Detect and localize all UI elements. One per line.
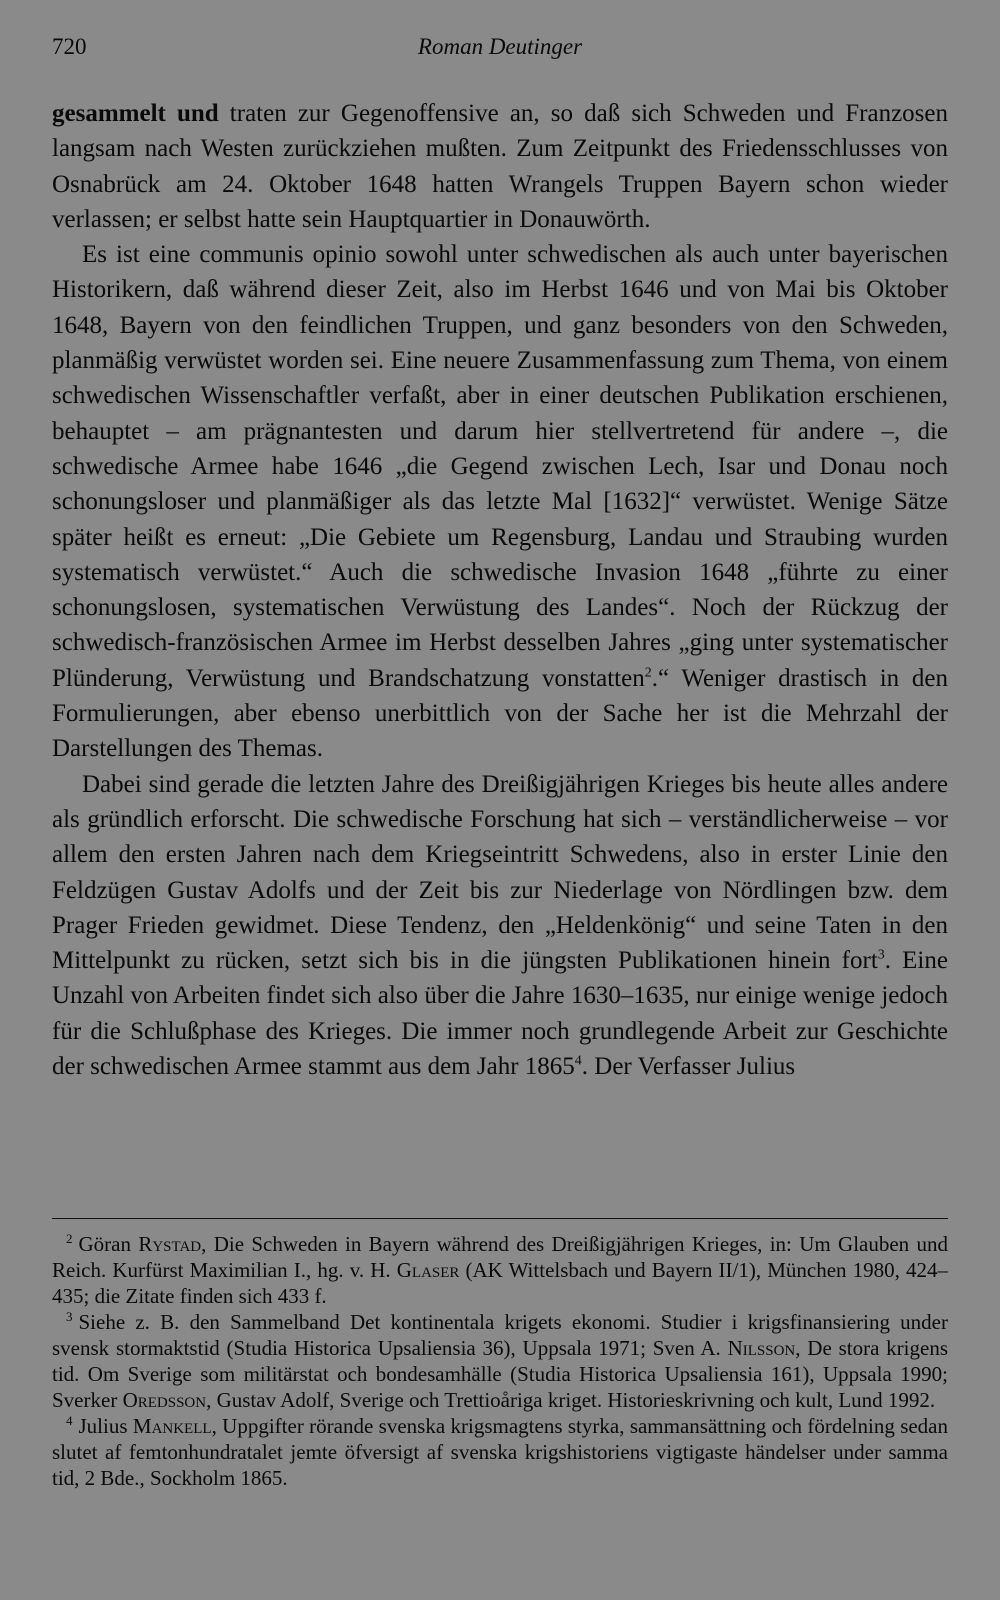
footnote-divider bbox=[52, 1218, 948, 1219]
footnote-text: , Die Schweden in Bayern während des Dreißigjährigen Krieges, in: Um Glauben und Reich. Kurfürst Maximilian I., hg. v. H. bbox=[52, 1232, 949, 1282]
running-head: Roman Deutinger bbox=[417, 34, 583, 59]
paragraph-3-text-a: Dabei sind gerade die letzten Jahre des Dreißigjährigen Krieges bis heute alles andere als gründlich erforscht. Die schwedische Forschung hat sich – verständlicherweise – vor allem den ersten Jahren nach dem Kriegseintritt Schwedens, also in erster Linie den Feldzügen Gustav Adolfs und der Zeit bis zur Niederlage von Nördlingen bzw. dem Prager Frieden gewidmet. Diese Tendenz, den „Heldenkönig“ und seine Taten in den Mittelpunkt zu rücken, setzt sich bis in die jüngsten Publikationen hinein fort bbox=[52, 770, 948, 975]
footnote-text: Siehe z. B. den Sammelband Det kontinentala krigets ekonomi. Studier i krigsfinansiering under svensk stormaktstid (Studia Historica Upsaliensia 36), Uppsala 1971; Sven A. bbox=[52, 1310, 948, 1360]
footnote-text: , De stora krigens tid. Om Sverige som militärstat och bondesamhälle (Studia Historica Upsaliensia 161), Uppsala 1990; Sverker bbox=[52, 1336, 948, 1412]
paragraph-3 bbox=[52, 767, 948, 1085]
book-page bbox=[52, 0, 948, 1600]
author-name: Oredsson bbox=[122, 1388, 207, 1412]
footnote-mark: 2 bbox=[66, 1231, 73, 1246]
author-name: Rystad bbox=[138, 1232, 202, 1256]
footnote-ref-2: 2 bbox=[644, 665, 652, 681]
paragraph-3-text-c: . Der Verfasser Julius bbox=[581, 1053, 796, 1081]
paragraph-3-text-b: . Eine Unzahl von Arbeiten findet sich also über die Jahre 1630–1635, nur einige wenige jedoch für die Schlußphase des Krieges. Die immer noch grundlegende Arbeit zur Geschichte der schwedischen Armee stammt aus dem Jahr 1865 bbox=[52, 947, 948, 1081]
footnotes bbox=[52, 1231, 948, 1491]
author-name: Mankell bbox=[132, 1414, 212, 1438]
footnote-ref-3: 3 bbox=[877, 947, 885, 963]
footnote-mark: 4 bbox=[66, 1413, 73, 1428]
author-name: Nilsson bbox=[727, 1336, 796, 1360]
paragraph-2 bbox=[52, 237, 948, 766]
footnote-2 bbox=[52, 1231, 948, 1309]
paragraph-lead: gesammelt und bbox=[52, 100, 219, 127]
main-text bbox=[52, 96, 948, 1084]
footnote-mark: 3 bbox=[66, 1309, 73, 1324]
footnote-4 bbox=[52, 1413, 948, 1491]
paragraph-1 bbox=[52, 96, 948, 237]
paragraph-1-text: traten zur Gegenoffensive an, so daß sich Schweden und Franzosen langsam nach Westen zurückziehen mußten. Zum Zeitpunkt des Friedensschlusses von Osnabrück am 24. Oktober 1648 hatten Wrangels Truppen Bayern schon wieder verlassen; er selbst hatte sein Hauptquartier in Donauwörth. bbox=[52, 100, 948, 233]
footnote-text: , Uppgifter rörande svenska krigsmagtens styrka, sammansättning och fördelning sedan slutet af femtonhundratalet jemte öfversigt af svenska krigshistoriens vigtigaste händelser under samma tid, 2 Bde., Sockholm 1865. bbox=[52, 1414, 949, 1490]
footnote-text: Göran bbox=[78, 1232, 139, 1256]
page-header bbox=[52, 34, 948, 64]
paragraph-2-text-a: Es ist eine communis opinio sowohl unter schwedischen als auch unter bayerischen Historikern, daß während dieser Zeit, also im Herbst 1646 und von Mai bis Oktober 1648, Bayern von den feindlichen Truppen, und ganz besonders von den Schweden, planmäßig verwüstet worden sei. Eine neuere Zusammenfassung zum Thema, von einem schwedischen Wissenschaftler verfaßt, aber in einer deutschen Publikation erschienen, behauptet – am prägnantesten und darum hier stellvertretend für andere –, die schwedische Armee habe 1646 „die Gegend zwischen Lech, Isar und Donau noch schonungsloser und planmäßiger als das letzte Mal [1632]“ verwüstet. Wenige Sätze später heißt es erneut: „Die Gebiete um Regensburg, Landau und Straubing wurden systematisch verwüstet.“ Auch die schwedische Invasion 1648 „führte zu einer schonungslosen, systematischen Verwüstung des Landes“. Noch der Rückzug der schwedisch-französischen Armee im Herbst desselben Jahres „ging unter systematischer Plünderung, Verwüstung und Brandschatzung vonstatten bbox=[52, 241, 948, 692]
author-name: Glaser bbox=[396, 1258, 460, 1282]
paragraph-2-text-b: .“ Weniger drastisch in den Formulierungen, aber ebenso unerbittlich von der Sache her ist die Mehrzahl der Darstellungen des Themas. bbox=[52, 664, 948, 763]
page-number: 720 bbox=[52, 34, 87, 59]
footnote-text: (AK Wittelsbach und Bayern II/1), München 1980, 424–435; die Zitate finden sich 433 f. bbox=[52, 1258, 948, 1308]
footnote-3 bbox=[52, 1309, 948, 1413]
footnote-text: , Gustav Adolf, Sverige och Trettioåriga kriget. Historieskrivning och kult, Lund 1992. bbox=[206, 1388, 936, 1412]
footnote-text: Julius bbox=[78, 1414, 133, 1438]
footnote-ref-4: 4 bbox=[574, 1053, 582, 1069]
